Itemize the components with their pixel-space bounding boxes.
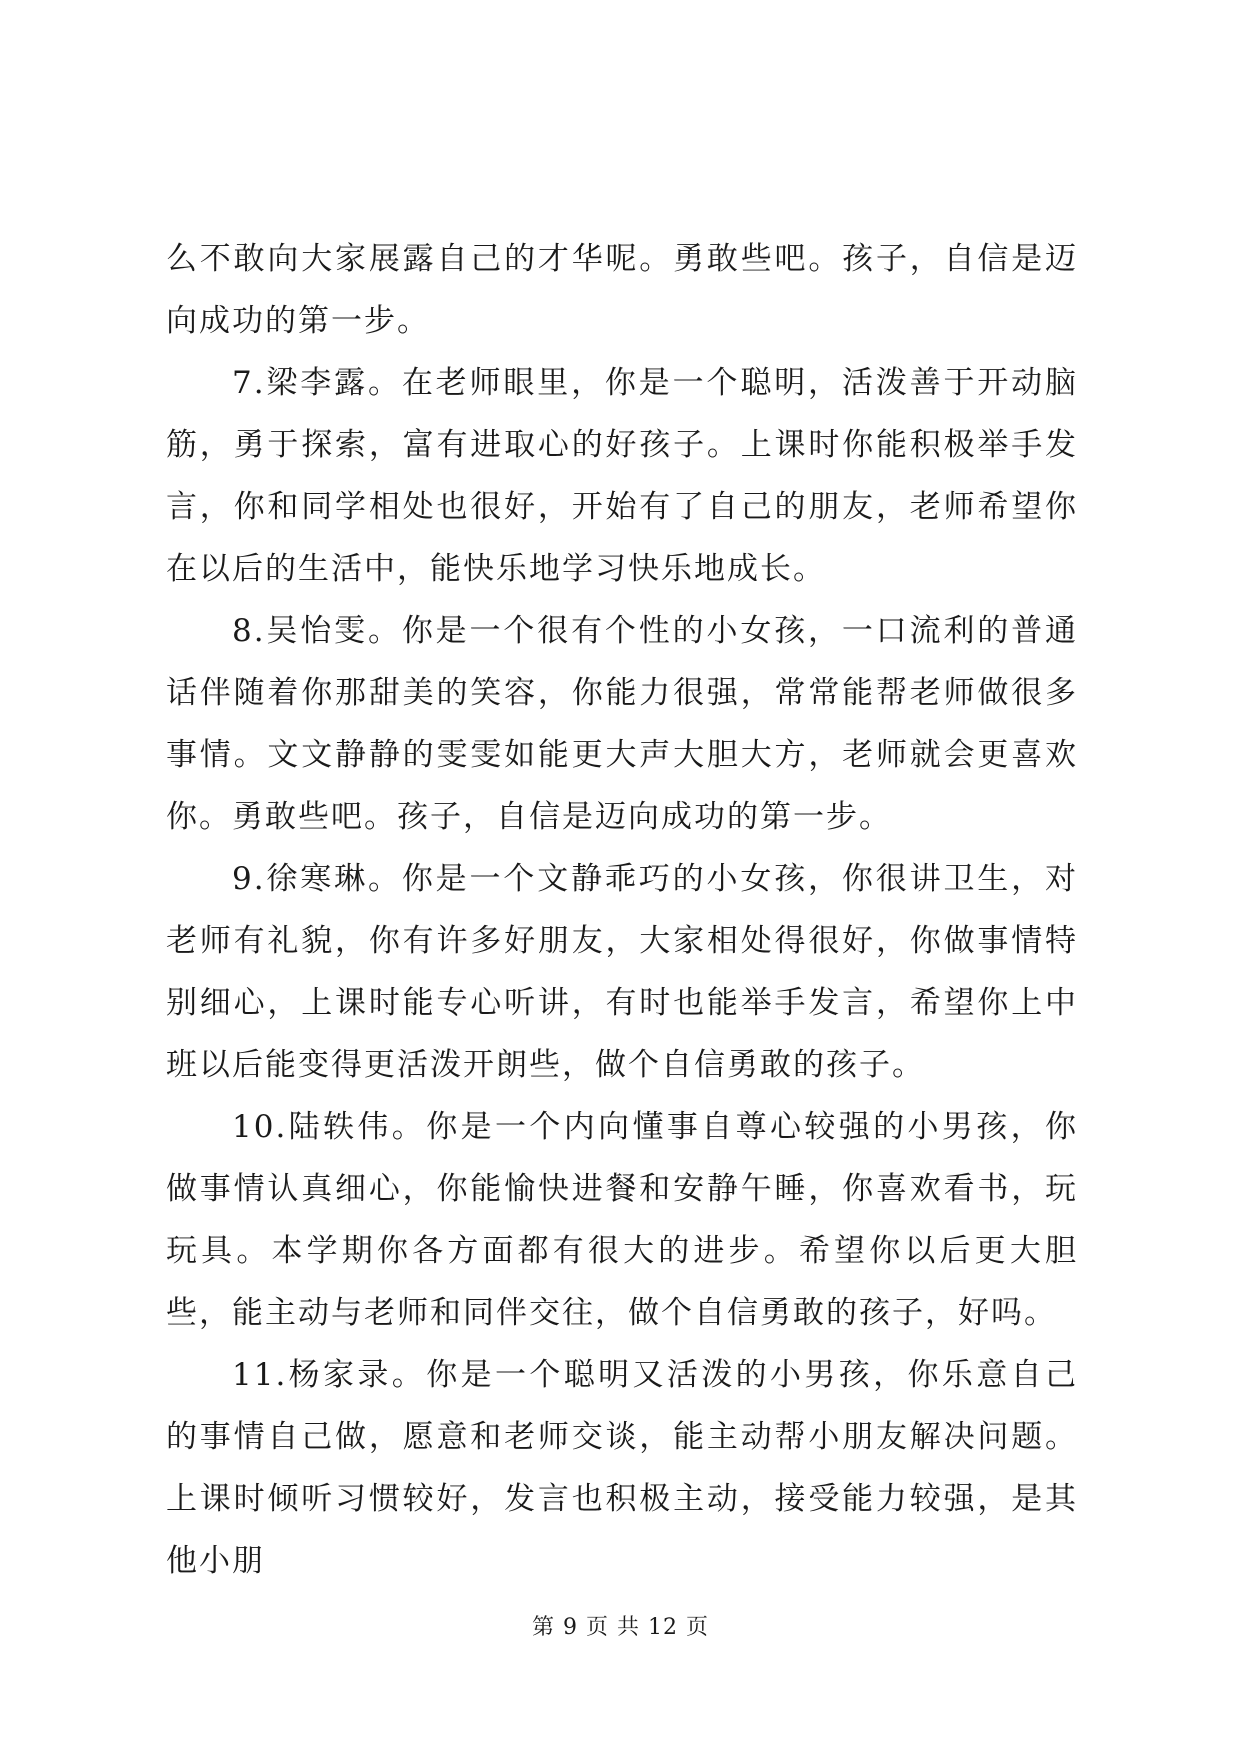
paragraph-comment-9: 9.徐寒琳。你是一个文静乖巧的小女孩，你很讲卫生，对老师有礼貌，你有许多好朋友，大家相处得很好，你做事情特别细心，上课时能专心听讲，有时也能举手发言，希望你上中班以后能变得更活泼开朗些，做个自信勇敢的孩子。 xyxy=(166,861,1078,1083)
paragraph-comment-11: 11.杨家录。你是一个聪明又活泼的小男孩，你乐意自己的事情自己做，愿意和老师交谈，能主动帮小朋友解决问题。上课时倾听习惯较好，发言也积极主动，接受能力较强，是其他小朋 xyxy=(166,1357,1078,1579)
page-number-footer: 第 9 页 共 12 页 xyxy=(532,1615,709,1640)
paragraph-comment-10: 10.陆轶伟。你是一个内向懂事自尊心较强的小男孩，你做事情认真细心，你能愉快进餐和安静午睡，你喜欢看书，玩玩具。本学期你各方面都有很大的进步。希望你以后更大胆些，能主动与老师和同伴交往，做个自信勇敢的孩子，好吗。 xyxy=(166,1109,1078,1331)
paragraph-comment-8: 8.吴怡雯。你是一个很有个性的小女孩，一口流利的普通话伴随着你那甜美的笑容，你能力很强，常常能帮老师做很多事情。文文静静的雯雯如能更大声大胆大方，老师就会更喜欢你。勇敢些吧。孩子，自信是迈向成功的第一步。 xyxy=(166,613,1078,835)
document-body xyxy=(166,228,1078,1592)
paragraph-comment-7: 7.梁李露。在老师眼里，你是一个聪明，活泼善于开动脑筋，勇于探索，富有进取心的好孩子。上课时你能积极举手发言，你和同学相处也很好，开始有了自己的朋友，老师希望你在以后的生活中，能快乐地学习快乐地成长。 xyxy=(166,365,1078,587)
paragraph-continuation: 么不敢向大家展露自己的才华呢。勇敢些吧。孩子，自信是迈向成功的第一步。 xyxy=(166,241,1078,339)
